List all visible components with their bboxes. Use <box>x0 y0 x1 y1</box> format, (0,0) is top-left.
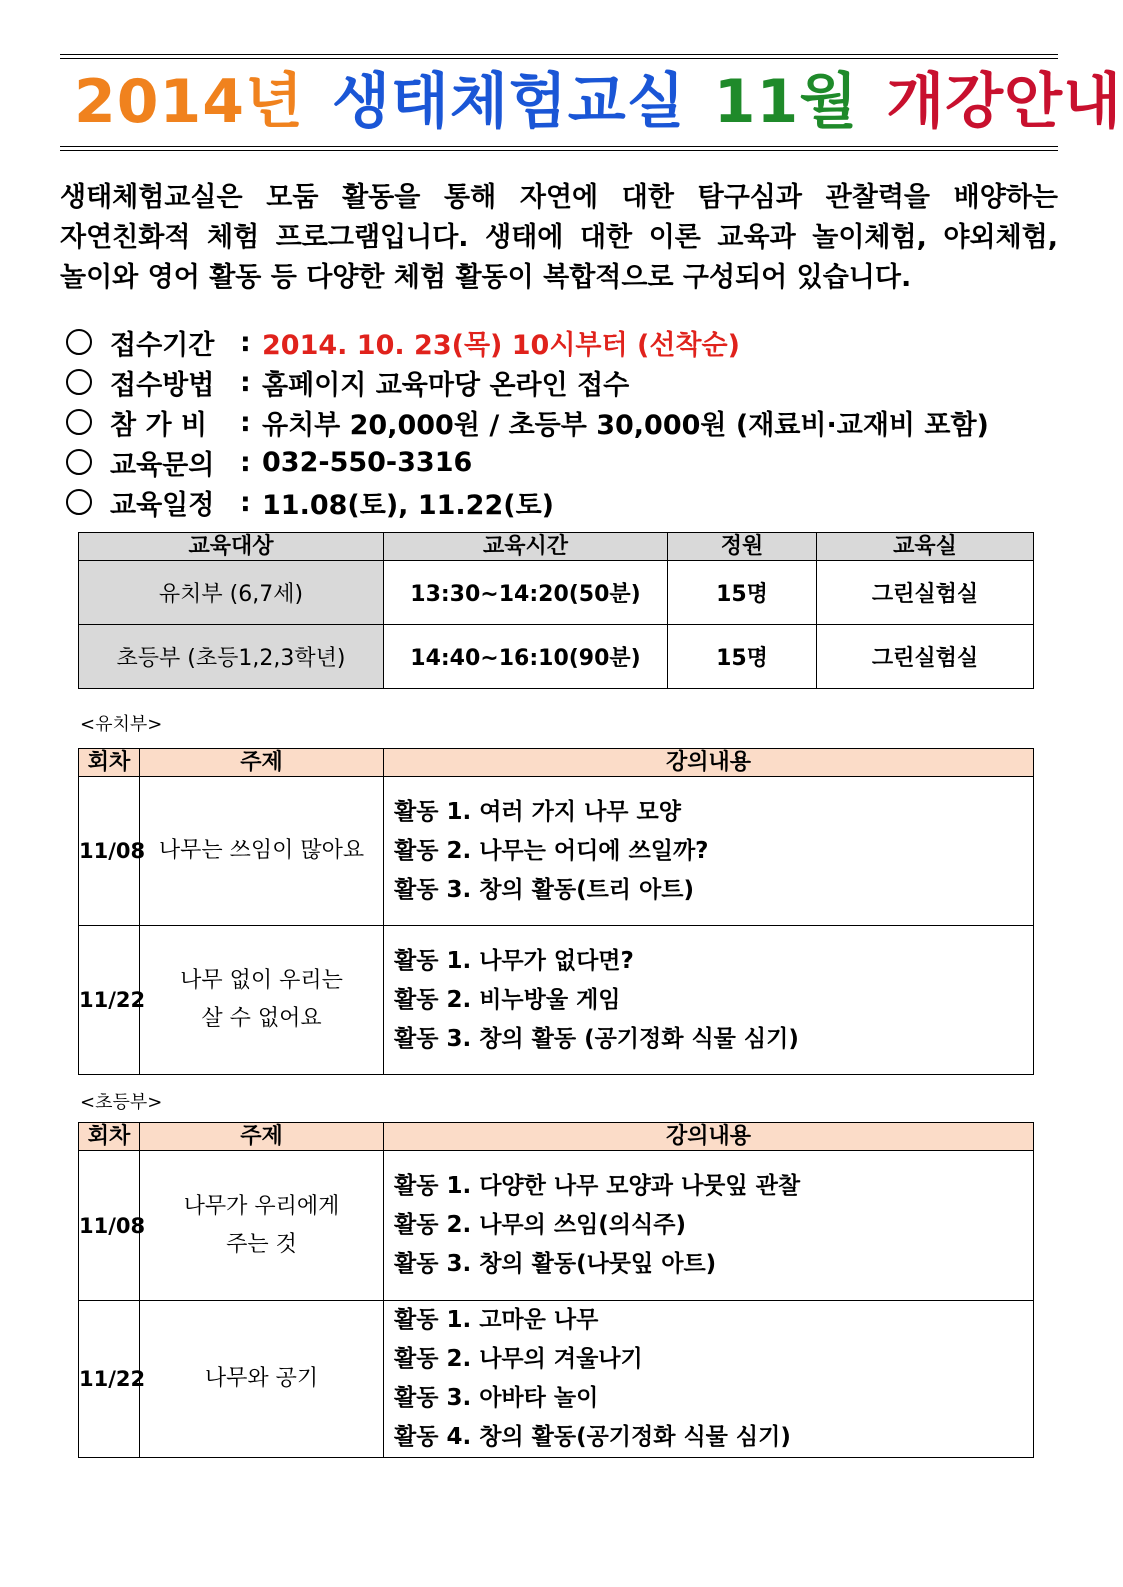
session-content <box>384 777 1034 926</box>
content-line: 활동 1. 다양한 나무 모양과 나뭇잎 관찰 <box>394 1173 801 1199</box>
circle-bullet-icon <box>66 329 92 355</box>
table-cell: 15명 <box>668 625 817 689</box>
table-row <box>79 561 1034 625</box>
title-block <box>60 54 1123 154</box>
table-row <box>79 926 1034 1075</box>
circle-bullet-icon <box>66 489 92 515</box>
info-value: 032-550-3316 <box>262 446 473 478</box>
column-header: 주제 <box>140 1123 384 1151</box>
topic-line: 나무가 우리에게 <box>183 1193 340 1219</box>
info-label: 교육문의 <box>110 449 215 481</box>
circle-bullet-icon <box>66 449 92 475</box>
info-colon: : <box>240 406 251 438</box>
table-cell: 15명 <box>668 561 817 625</box>
column-header: 교육시간 <box>384 533 668 561</box>
info-item-schedule <box>66 482 1056 522</box>
table-row <box>79 1301 1034 1458</box>
page-title <box>60 66 1123 138</box>
content-line: 활동 4. 창의 활동(공기정화 식물 심기) <box>394 1424 791 1450</box>
info-value: 2014. 10. 23(목) 10시부터 (선착순) <box>262 329 740 361</box>
content-line: 활동 2. 나무의 쓰임(의식주) <box>394 1212 686 1238</box>
intro-line: 자연친화적 체험 프로그램입니다. 생태에 대한 이론 교육과 놀이체험, 야외체험, <box>60 222 1058 253</box>
table-cell: 14:40~16:10(90분) <box>384 625 668 689</box>
session-date: 11/22 <box>79 926 140 1075</box>
title-bottom-rule-2 <box>60 150 1058 151</box>
table-cell: 유치부 (6,7세) <box>79 561 384 625</box>
table-header-row <box>79 1123 1034 1151</box>
table-row <box>79 777 1034 926</box>
kinder-section-label: <유치부> <box>80 714 163 735</box>
intro-line: 놀이와 영어 활동 등 다양한 체험 활동이 복합적으로 구성되어 있습니다. <box>60 262 912 293</box>
column-header: 교육대상 <box>79 533 384 561</box>
content-line: 활동 2. 나무는 어디에 쓰일까? <box>394 837 709 864</box>
content-line: 활동 3. 창의 활동(트리 아트) <box>394 876 694 903</box>
content-line: 활동 1. 나무가 없다면? <box>394 947 634 974</box>
column-header: 강의내용 <box>384 1123 1034 1151</box>
title-month: 11월 <box>713 67 859 137</box>
session-date: 11/22 <box>79 1301 140 1458</box>
session-topic <box>140 1151 384 1301</box>
info-colon: : <box>240 486 251 518</box>
topic-line: 주는 것 <box>226 1231 297 1257</box>
content-line: 활동 3. 창의 활동 (공기정화 식물 심기) <box>394 1025 799 1052</box>
info-label: 교육일정 <box>110 489 215 521</box>
intro-line: 생태체험교실은 모둠 활동을 통해 자연에 대한 탐구심과 관찰력을 배양하는 <box>60 182 1058 213</box>
title-top-rule-2 <box>60 58 1058 59</box>
column-header: 강의내용 <box>384 749 1034 777</box>
elementary-lesson-table <box>78 1122 1034 1458</box>
content-line: 활동 2. 비누방울 게임 <box>394 986 621 1013</box>
session-content <box>384 1151 1034 1301</box>
session-date: 11/08 <box>79 777 140 926</box>
table-row <box>79 1151 1034 1301</box>
column-header: 주제 <box>140 749 384 777</box>
info-value: 11.08(토), 11.22(토) <box>262 489 554 521</box>
session-date: 11/08 <box>79 1151 140 1301</box>
elementary-section-label: <초등부> <box>80 1092 163 1113</box>
content-line: 활동 1. 여러 가지 나무 모양 <box>394 798 681 825</box>
table-header-row <box>79 749 1034 777</box>
info-value: 유치부 20,000원 / 초등부 30,000원 (재료비·교재비 포함) <box>262 409 989 441</box>
table-row <box>79 625 1034 689</box>
column-header: 정원 <box>668 533 817 561</box>
info-colon: : <box>240 326 251 358</box>
topic-line: 나무는 쓰임이 많아요 <box>158 838 365 863</box>
topic-line: 나무 없이 우리는 <box>180 968 343 993</box>
kinder-lesson-table <box>78 748 1034 1075</box>
info-value: 홈페이지 교육마당 온라인 접수 <box>262 369 630 401</box>
info-label: 접수방법 <box>110 369 215 401</box>
schedule-table <box>78 532 1034 689</box>
title-top-rule <box>60 54 1058 55</box>
info-label: 참 가 비 <box>110 409 208 441</box>
column-header: 교육실 <box>817 533 1034 561</box>
info-label: 접수기간 <box>110 329 215 361</box>
info-item-period <box>66 322 1056 362</box>
circle-bullet-icon <box>66 409 92 435</box>
table-cell: 그린실험실 <box>817 561 1034 625</box>
circle-bullet-icon <box>66 369 92 395</box>
content-line: 활동 2. 나무의 겨울나기 <box>394 1346 643 1372</box>
column-header: 회차 <box>79 749 140 777</box>
info-item-contact <box>66 442 1056 482</box>
intro-paragraph <box>60 178 1058 298</box>
session-topic <box>140 777 384 926</box>
content-line: 활동 1. 고마운 나무 <box>394 1307 599 1333</box>
session-content <box>384 1301 1034 1458</box>
table-header-row <box>79 533 1034 561</box>
table-cell: 13:30~14:20(50분) <box>384 561 668 625</box>
session-topic <box>140 1301 384 1458</box>
session-topic <box>140 926 384 1075</box>
table-cell: 초등부 (초등1,2,3학년) <box>79 625 384 689</box>
title-suffix: 개강안내 <box>886 67 1123 137</box>
title-name: 생태체험교실 <box>331 67 686 137</box>
info-colon: : <box>240 446 251 478</box>
column-header: 회차 <box>79 1123 140 1151</box>
info-item-fee <box>66 402 1056 442</box>
topic-line: 살 수 없어요 <box>201 1006 322 1031</box>
content-line: 활동 3. 아바타 놀이 <box>394 1385 599 1411</box>
topic-line: 나무와 공기 <box>204 1366 319 1391</box>
info-list <box>66 322 1056 522</box>
title-bottom-rule <box>60 146 1058 147</box>
info-colon: : <box>240 366 251 398</box>
info-item-method <box>66 362 1056 402</box>
content-line: 활동 3. 창의 활동(나뭇잎 아트) <box>394 1251 717 1277</box>
table-cell: 그린실험실 <box>817 625 1034 689</box>
title-year: 2014년 <box>74 67 304 137</box>
session-content <box>384 926 1034 1075</box>
